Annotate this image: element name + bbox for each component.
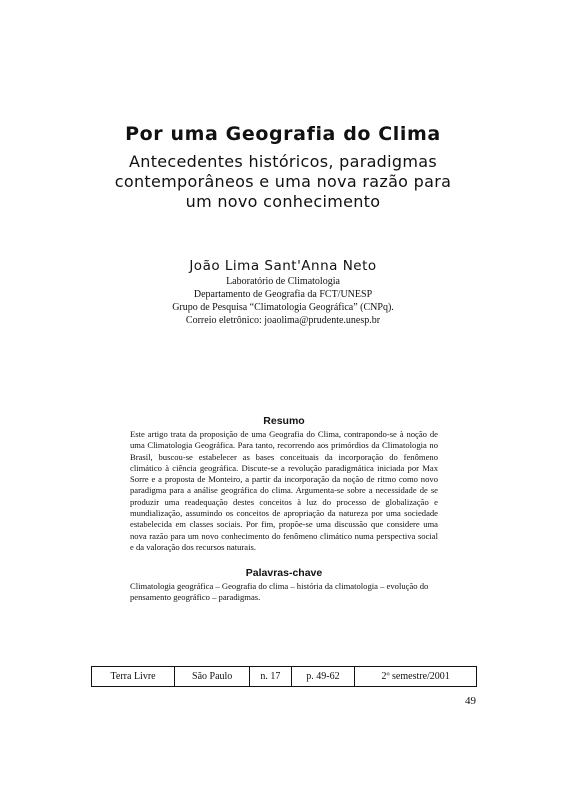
subtitle-line: contemporâneos e uma nova razão para <box>114 172 452 191</box>
affiliation-department: Departamento de Geografia da FCT/UNESP <box>193 289 373 300</box>
article-title: Por uma Geografia do Clima <box>125 123 441 145</box>
citation-table <box>91 666 477 687</box>
pages-cell: p. 49-62 <box>291 667 355 687</box>
citation-row <box>92 667 477 687</box>
keywords-section <box>130 566 438 604</box>
keywords-heading: Palavras-chave <box>245 567 323 579</box>
journal-cell: Terra Livre <box>92 667 175 687</box>
affiliation-research-group: Grupo de Pesquisa “Climatologia Geográfica” (CNPq). <box>172 302 394 313</box>
title-block <box>0 122 566 212</box>
city-cell: São Paulo <box>175 667 250 687</box>
subtitle-line: Antecedentes históricos, paradigmas <box>129 152 437 171</box>
abstract-heading: Resumo <box>263 415 305 427</box>
abstract-section <box>130 414 438 553</box>
semester-cell: 2º semestre/2001 <box>355 667 477 687</box>
author-name: João Lima Sant'Anna Neto <box>189 258 377 274</box>
article-subtitle <box>0 152 566 212</box>
abstract-text: Este artigo trata da proposição de uma Geografia do Clima, contrapondo-se à noção de uma Climatologia Geográfica. Para tanto, recorrendo aos primórdios da Climatologia no Brasil, buscou-se estabelecer as bases conceituais da incorporação do fenômeno climático à ciência geográfica. Discute-se a revolução paradigmática iniciada por Max Sorre e a proposta de Monteiro, a partir da incorporação da noção de ritmo como novo paradigma para a análise geográfica do clima. Argumenta-se sobre a necessidade de se produzir uma readequação destes conceitos à luz do processo de globalização e mundialização, assumindo os conceitos de apropriação da natureza por uma sociedade estabelecida em classes sociais. Por fim, propõe-se uma discussão que considere uma nova razão para um novo conhecimento do fenômeno climático numa perspectiva social e da valoração dos recursos naturais. <box>130 429 438 552</box>
page-number: 49 <box>465 695 476 707</box>
affiliation-lab: Laboratório de Climatologia <box>226 276 340 287</box>
keywords-text: Climatologia geográfica – Geografia do clima – história da climatologia – evolução do pensamento geográfico – paradigmas. <box>130 581 429 603</box>
author-block <box>0 258 566 327</box>
issue-cell: n. 17 <box>250 667 291 687</box>
author-email[interactable]: Correio eletrônico: joaolima@prudente.unesp.br <box>185 315 381 326</box>
subtitle-line: um novo conhecimento <box>185 192 381 211</box>
